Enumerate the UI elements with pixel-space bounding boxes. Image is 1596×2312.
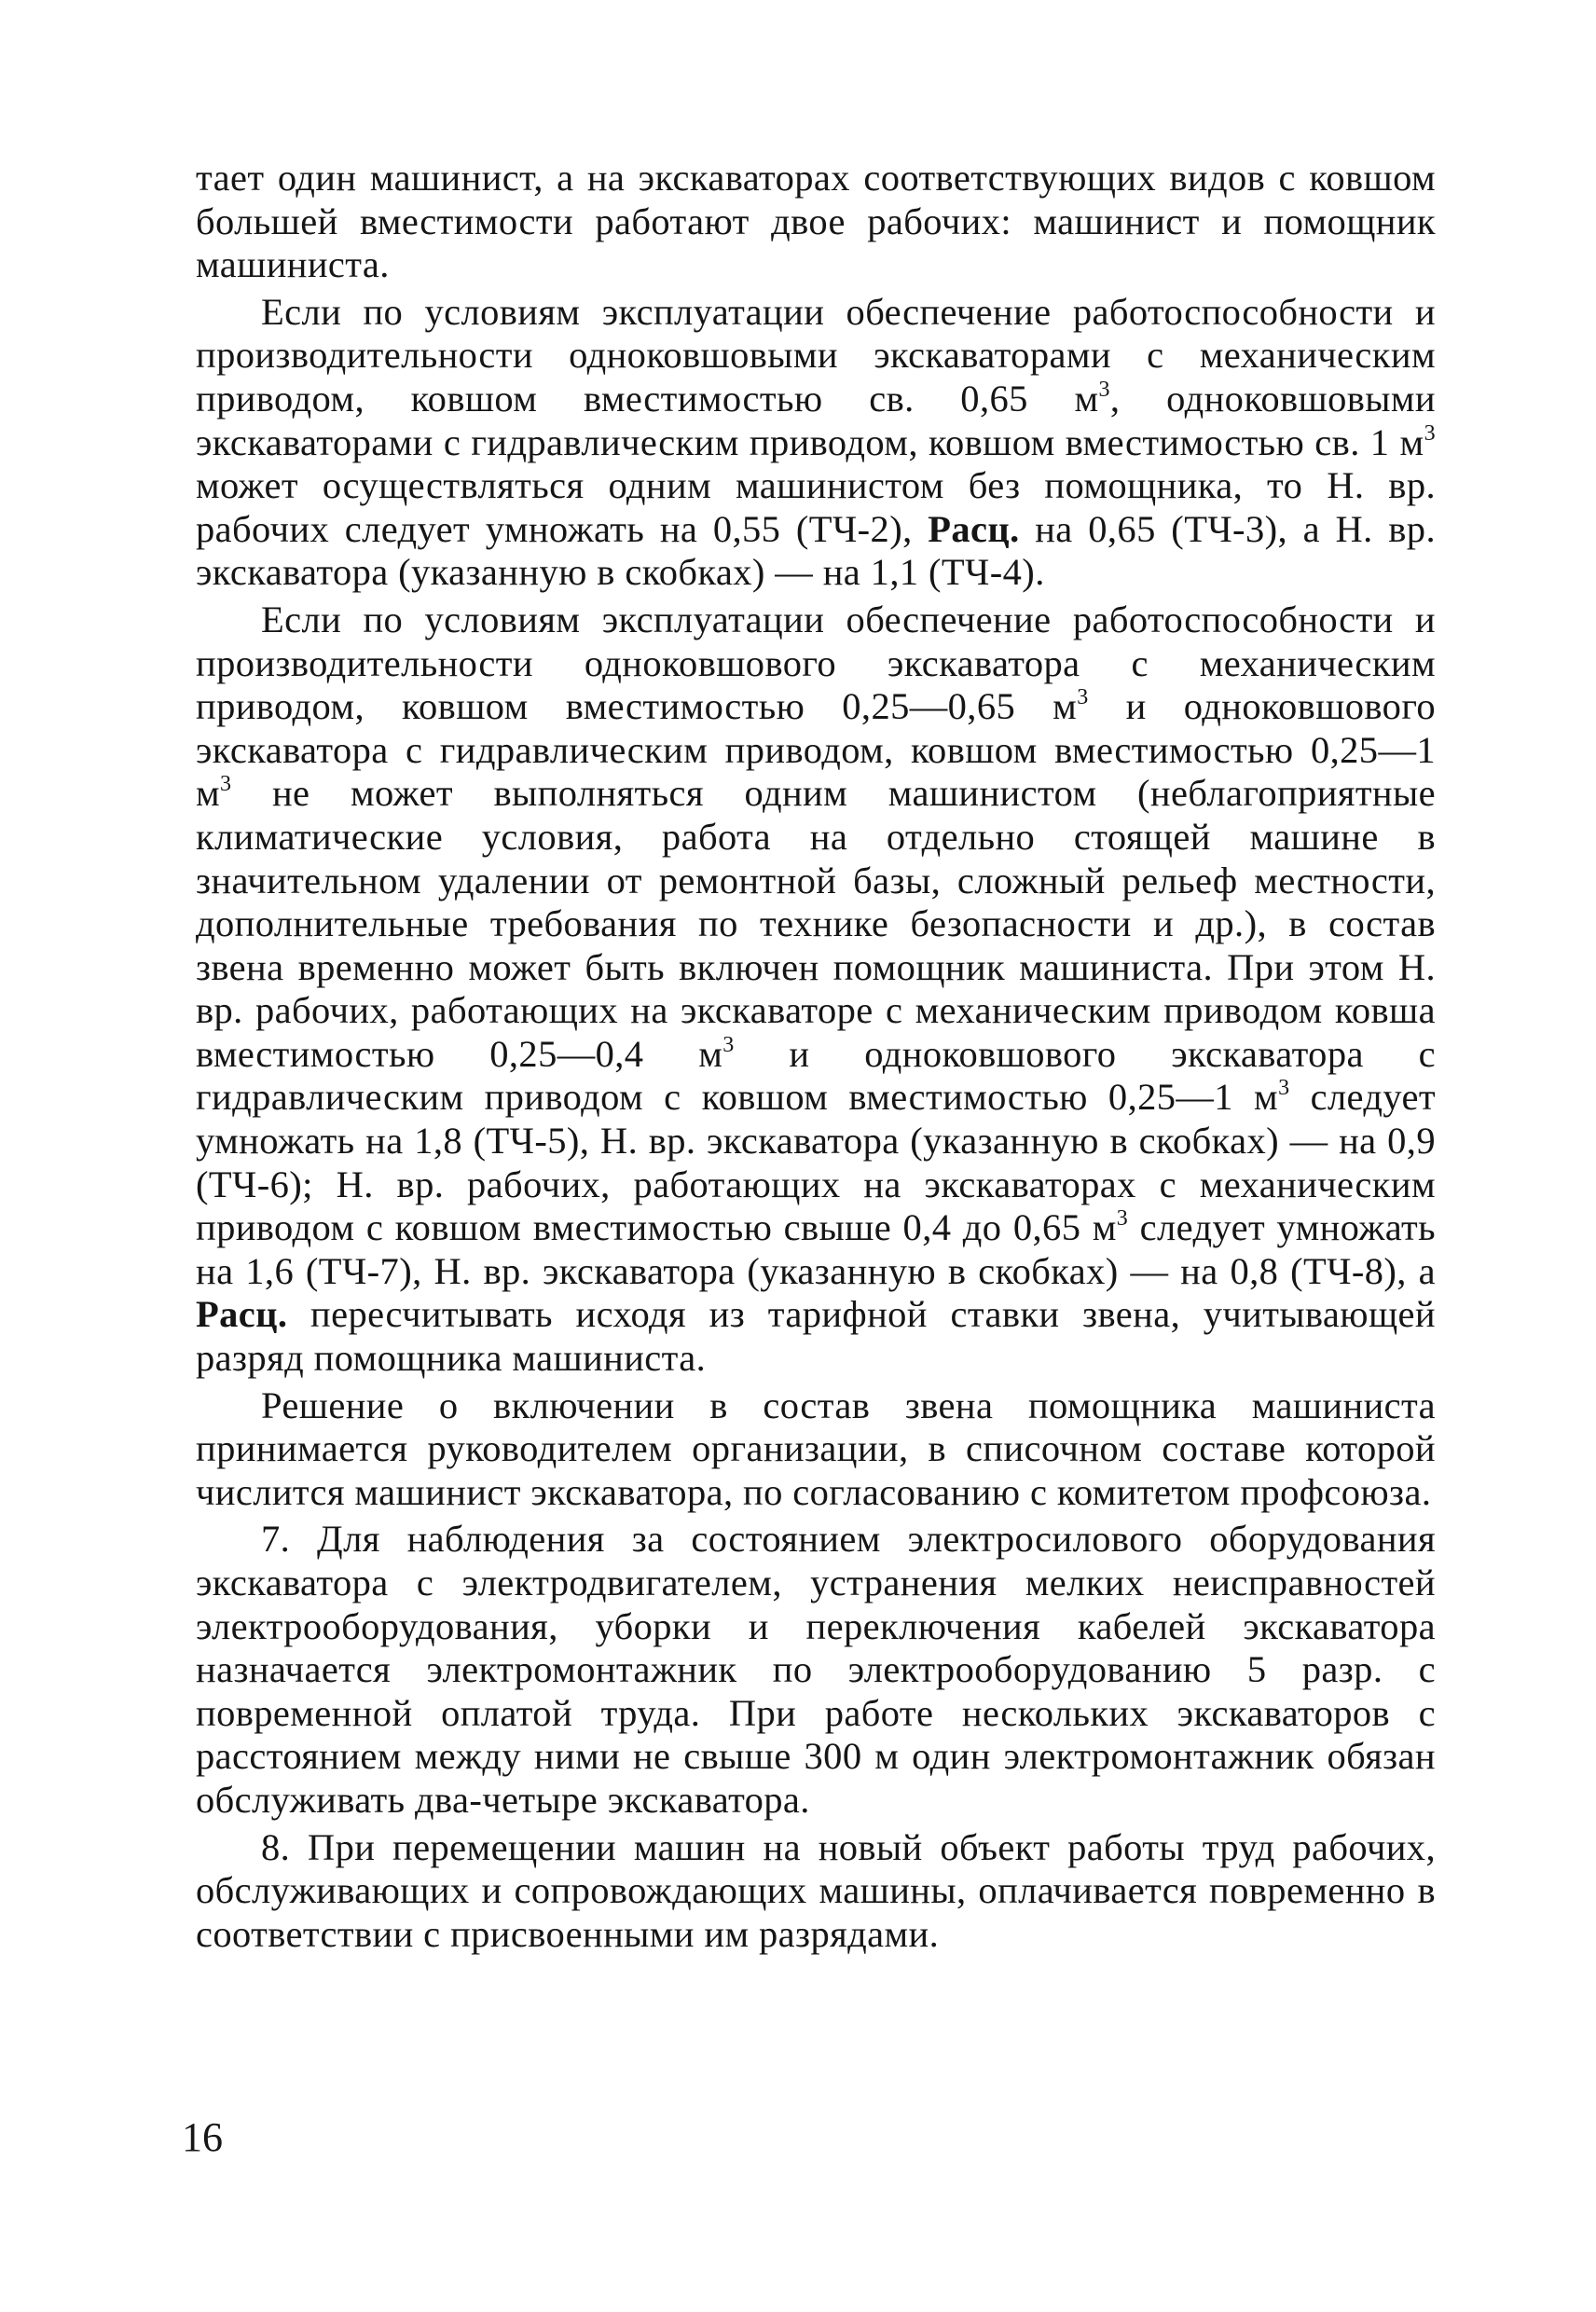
superscript: 3 xyxy=(1098,377,1110,402)
superscript: 3 xyxy=(220,772,232,797)
text-run: следует умножать на 1,6 (ТЧ-7), Н. вр. экскаватора (указанную в скобках) — на 0,8 (ТЧ-8), а xyxy=(196,1206,1437,1292)
text-run: , одноковшовыми экскаваторами с гидравлическим приводом, ковшом вместимостью св. 1 м xyxy=(196,377,1436,463)
paragraph-single-operator xyxy=(196,291,1436,595)
superscript: 3 xyxy=(722,1032,735,1057)
text-run: и одноковшового экскаватора с гидравлическим приводом, ковшом вместимостью 0,25—1 м xyxy=(196,685,1436,815)
superscript: 3 xyxy=(1278,1076,1290,1101)
paragraph-item-8: 8. При перемещении машин на новый объект работы труд рабочих, обслуживающих и сопровождающих машины, оплачивается повременно в соответствии с присвоенными им разрядами. xyxy=(196,1825,1436,1955)
text-run: Если по условиям эксплуатации обеспечение работоспособности и производительности одноковшовыми экскаваторами с механическим приводом, ковшом вместимостью св. 0,65 м xyxy=(196,290,1436,420)
superscript: 3 xyxy=(1116,1206,1129,1232)
superscript: 3 xyxy=(1424,420,1436,446)
text-run: пересчитывать исходя из тарифной ставки звена, учитывающей разряд помощника машиниста. xyxy=(196,1293,1436,1380)
paragraph-decision: Решение о включении в состав звена помощника машиниста принимается руководителем организации, в списочном составе которой числится машинист экскаватора, по согласованию с комитетом профсоюза. xyxy=(196,1383,1436,1513)
bold-term: Расц. xyxy=(928,507,1020,550)
paragraph-assistant-operator xyxy=(196,599,1436,1381)
superscript: 3 xyxy=(1077,685,1089,710)
text-run: следует умножать на 1,8 (ТЧ-5), Н. вр. экскаватора (указанную в скобках) — на 0,9 (ТЧ-6); Н. вр. рабочих, работающих на экскаваторах с механическим приводом с ковшом вместимостью свыше 0,4 до 0,65 м xyxy=(196,1076,1436,1249)
page-text-column xyxy=(196,157,1436,1956)
text-run: на 0,65 (ТЧ-3), а Н. вр. экскаватора (указанную в скобках) — на 1,1 (ТЧ-4). xyxy=(196,507,1436,594)
text-run: может осуществляться одним машинистом без помощника, то Н. вр. рабочих следует умножать на 0,55 (ТЧ-2), xyxy=(196,464,1436,550)
bold-term: Расц. xyxy=(196,1293,288,1336)
text-run: и одноковшового экскаватора с гидравлическим приводом с ковшом вместимостью 0,25—1 м xyxy=(196,1032,1436,1119)
page-number: 16 xyxy=(182,2114,223,2160)
paragraph-continuation: тает один машинист, а на экскаваторах соответствующих видов с ковшом большей вместимости работают двое рабочих: машинист и помощник машиниста. xyxy=(196,157,1436,286)
text-run: Если по условиям эксплуатации обеспечение работоспособности и производительности одноковшового экскаватора с механическим приводом, ковшом вместимостью 0,25—0,65 м xyxy=(196,598,1436,728)
text-run: не может выполняться одним машинистом (неблагоприятные климатические условия, работа на отдельно стоящей машине в значительном удалении от ремонтной базы, сложный рельеф местности, дополнительные требования по технике безопасности и др.), в состав звена временно может быть включен помощник машиниста. При этом Н. вр. рабочих, работающих на экскаваторе с механическим приводом ковша вместимостью 0,25—0,4 м xyxy=(196,772,1436,1075)
paragraph-item-7: 7. Для наблюдения за состоянием электросилового оборудования экскаватора с электродвигателем, устранения мелких неисправностей электрооборудования, уборки и переключения кабелей экскаватора назначается электромонтажник по электрооборудованию 5 разр. с повременной оплатой труда. При работе нескольких экскаваторов с расстоянием между ними не свыше 300 м один электромонтажник обязан обслуживать два-четыре экскаватора. xyxy=(196,1518,1436,1821)
